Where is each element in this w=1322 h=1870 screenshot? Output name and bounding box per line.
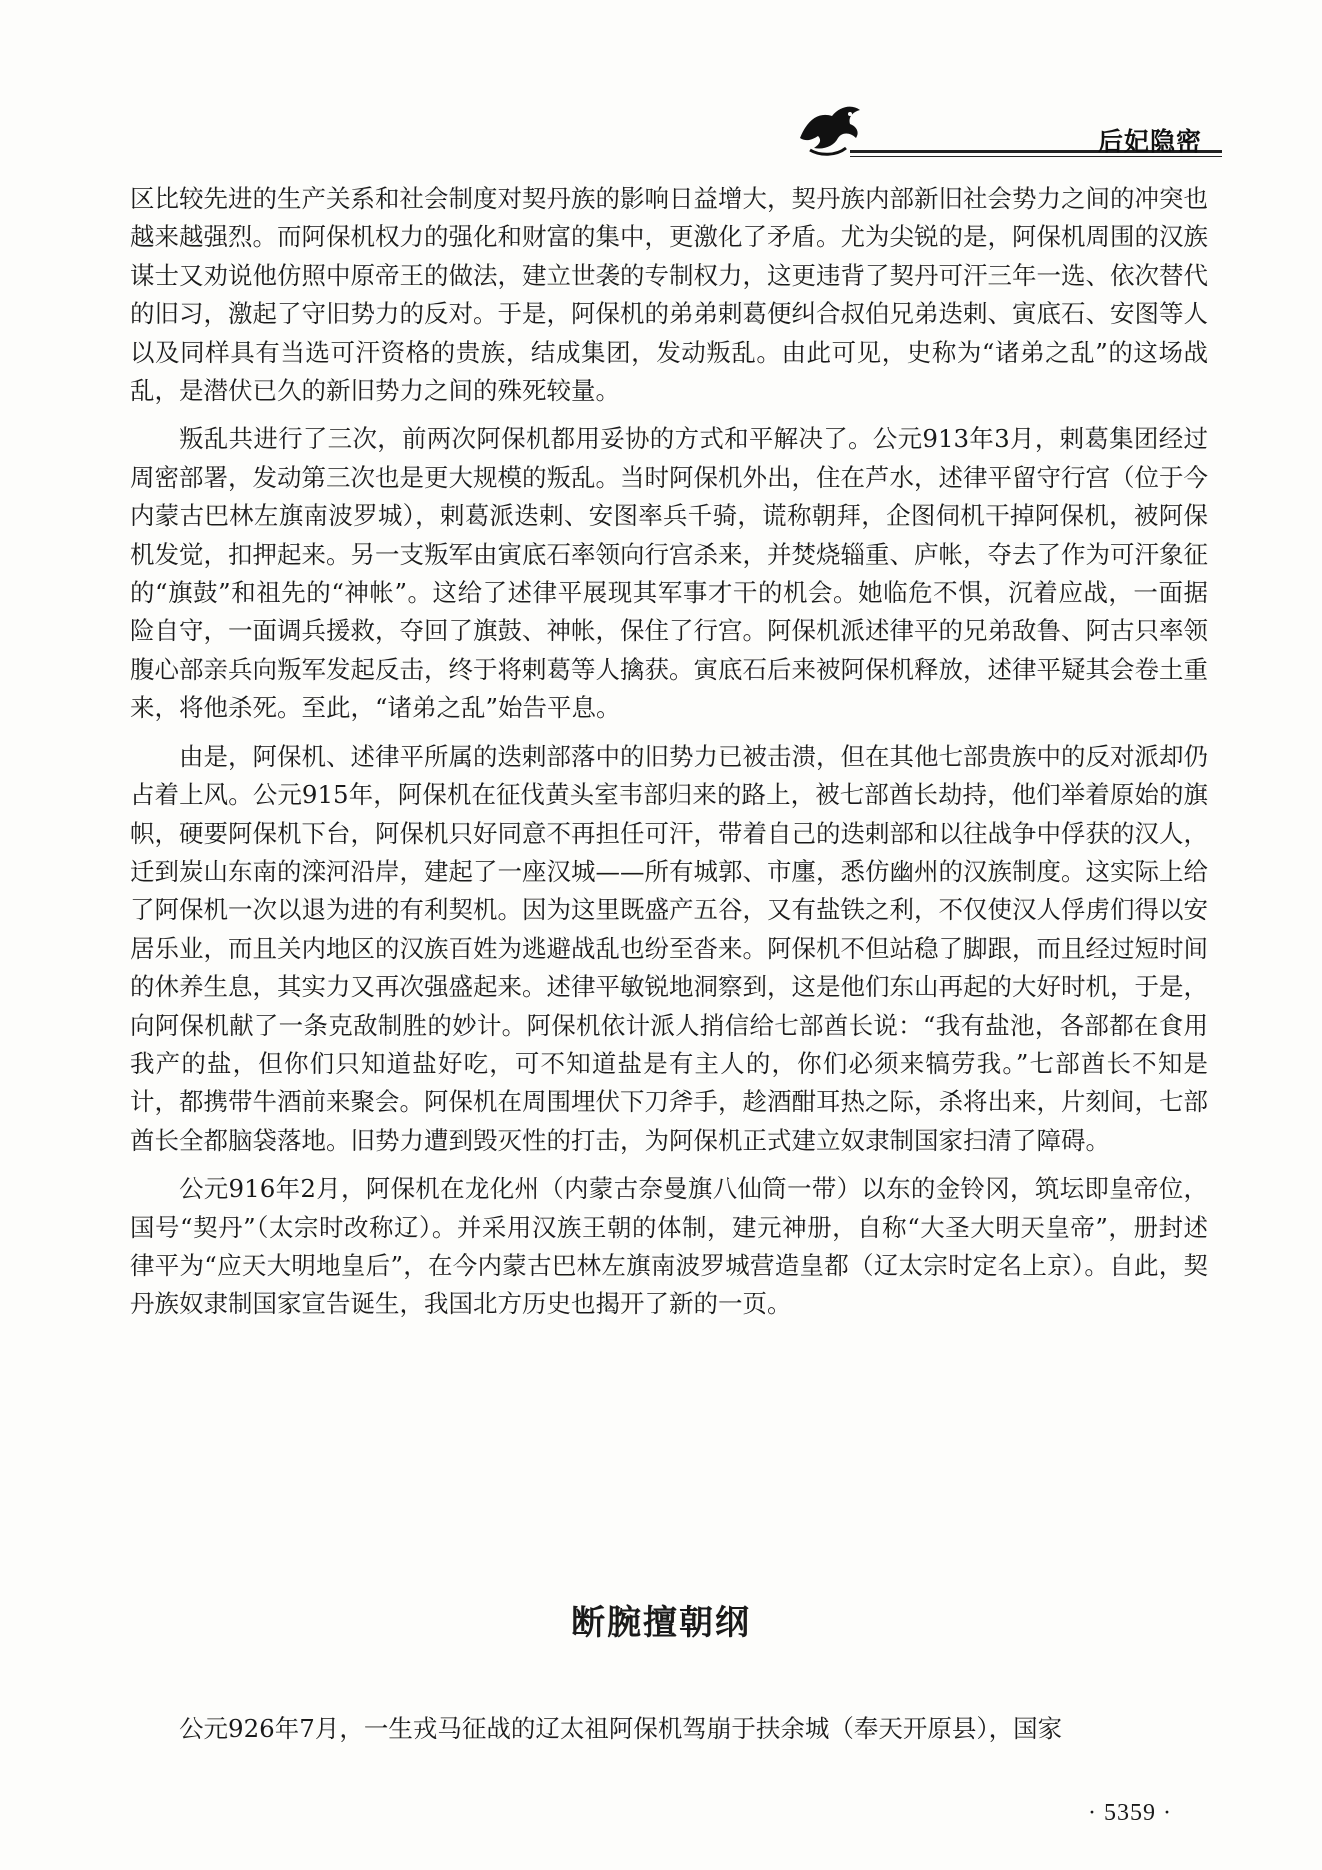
paragraph-4: 公元916年2月，阿保机在龙化州（内蒙古奈曼旗八仙筒一带）以东的金铃冈，筑坛即皇帝位，国号“契丹”（太宗时改称辽）。并采用汉族王朝的体制，建元神册，自称“大圣大明天皇帝”，册封述律平为“应天大明地皇后”，在今内蒙古巴林左旗南波罗城营造皇都（辽太宗时定名上京）。自此，契丹族奴隶制国家宣告诞生，我国北方历史也揭开了新的一页。 [130,1174,1208,1319]
paragraph-2: 叛乱共进行了三次，前两次阿保机都用妥协的方式和平解决了。公元913年3月，剌葛集团经过周密部署，发动第三次也是更大规模的叛乱。当时阿保机外出，住在芦水，述律平留守行宫（位于今内蒙古巴林左旗南波罗城），剌葛派迭剌、安图率兵千骑，谎称朝拜，企图伺机干掉阿保机，被阿保机发觉，扣押起来。另一支叛军由寅底石率领向行宫杀来，并焚烧辎重、庐帐，夺去了作为可汗象征的“旗鼓”和祖先的“神帐”。这给了述律平展现其军事才干的机会。她临危不惧，沉着应战，一面据险自守，一面调兵援救，夺回了旗鼓、神帐，保住了行宫。阿保机派述律平的兄弟敌鲁、阿古只率领腹心部亲兵向叛军发起反击，终于将剌葛等人擒获。寅底石后来被阿保机释放，述律平疑其会卷土重来，将他杀死。至此，“诸弟之乱”始告平息。 [130,424,1208,723]
paragraph-1: 区比较先进的生产关系和社会制度对契丹族的影响日益增大，契丹族内部新旧社会势力之间的冲突也越来越强烈。而阿保机权力的强化和财富的集中，更激化了矛盾。尤为尖锐的是，阿保机周围的汉族谋士又劝说他仿照中原帝王的做法，建立世袭的专制权力，这更违背了契丹可汗三年一选、依次替代的旧习，激起了守旧势力的反对。于是，阿保机的弟弟剌葛便纠合叔伯兄弟迭剌、寅底石、安图等人以及同样具有当选可汗资格的贵族，结成集团，发动叛乱。由此可见，史称为“诸弟之乱”的这场战乱，是潜伏已久的新旧势力之间的殊死较量。 [130,184,1208,406]
body-text [130,180,1208,1334]
paragraph-3: 由是，阿保机、述律平所属的迭剌部落中的旧势力已被击溃，但在其他七部贵族中的反对派却仍占着上风。公元915年，阿保机在征伐黄头室韦部归来的路上，被七部酋长劫持，他们举着原始的旗帜，硬要阿保机下台，阿保机只好同意不再担任可汗，带着自己的迭剌部和以往战争中俘获的汉人，迁到炭山东南的滦河沿岸，建起了一座汉城——所有城郭、市廛，悉仿幽州的汉族制度。这实际上给了阿保机一次以退为进的有利契机。因为这里既盛产五谷，又有盐铁之利，不仅使汉人俘虏们得以安居乐业，而且关内地区的汉族百姓为逃避战乱也纷至沓来。阿保机不但站稳了脚跟，而且经过短时间的休养生息，其实力又再次强盛起来。述律平敏锐地洞察到，这是他们东山再起的大好时机，于是，向阿保机献了一条克敌制胜的妙计。阿保机依计派人捎信给七部酋长说：“我有盐池，各部都在食用我产的盐，但你们只知道盐好吃，可不知道盐是有主人的，你们必须来犒劳我。”七部酋长不知是计，都携带牛酒前来聚会。阿保机在周围埋伏下刀斧手，趁酒酣耳热之际，杀将出来，片刻间，七部酋长全都脑袋落地。旧势力遭到毁灭性的打击，为阿保机正式建立奴隶制国家扫清了障碍。 [130,741,1208,1155]
page-number: · 5359 · [1088,1800,1172,1826]
section-title: 断腕擅朝纲 [571,1603,751,1643]
paragraph-5: 公元926年7月，一生戎马征战的辽太祖阿保机驾崩于扶余城（奉天开原县），国家 [179,1714,1063,1743]
running-header-title: 后妃隐密 [1097,127,1202,156]
